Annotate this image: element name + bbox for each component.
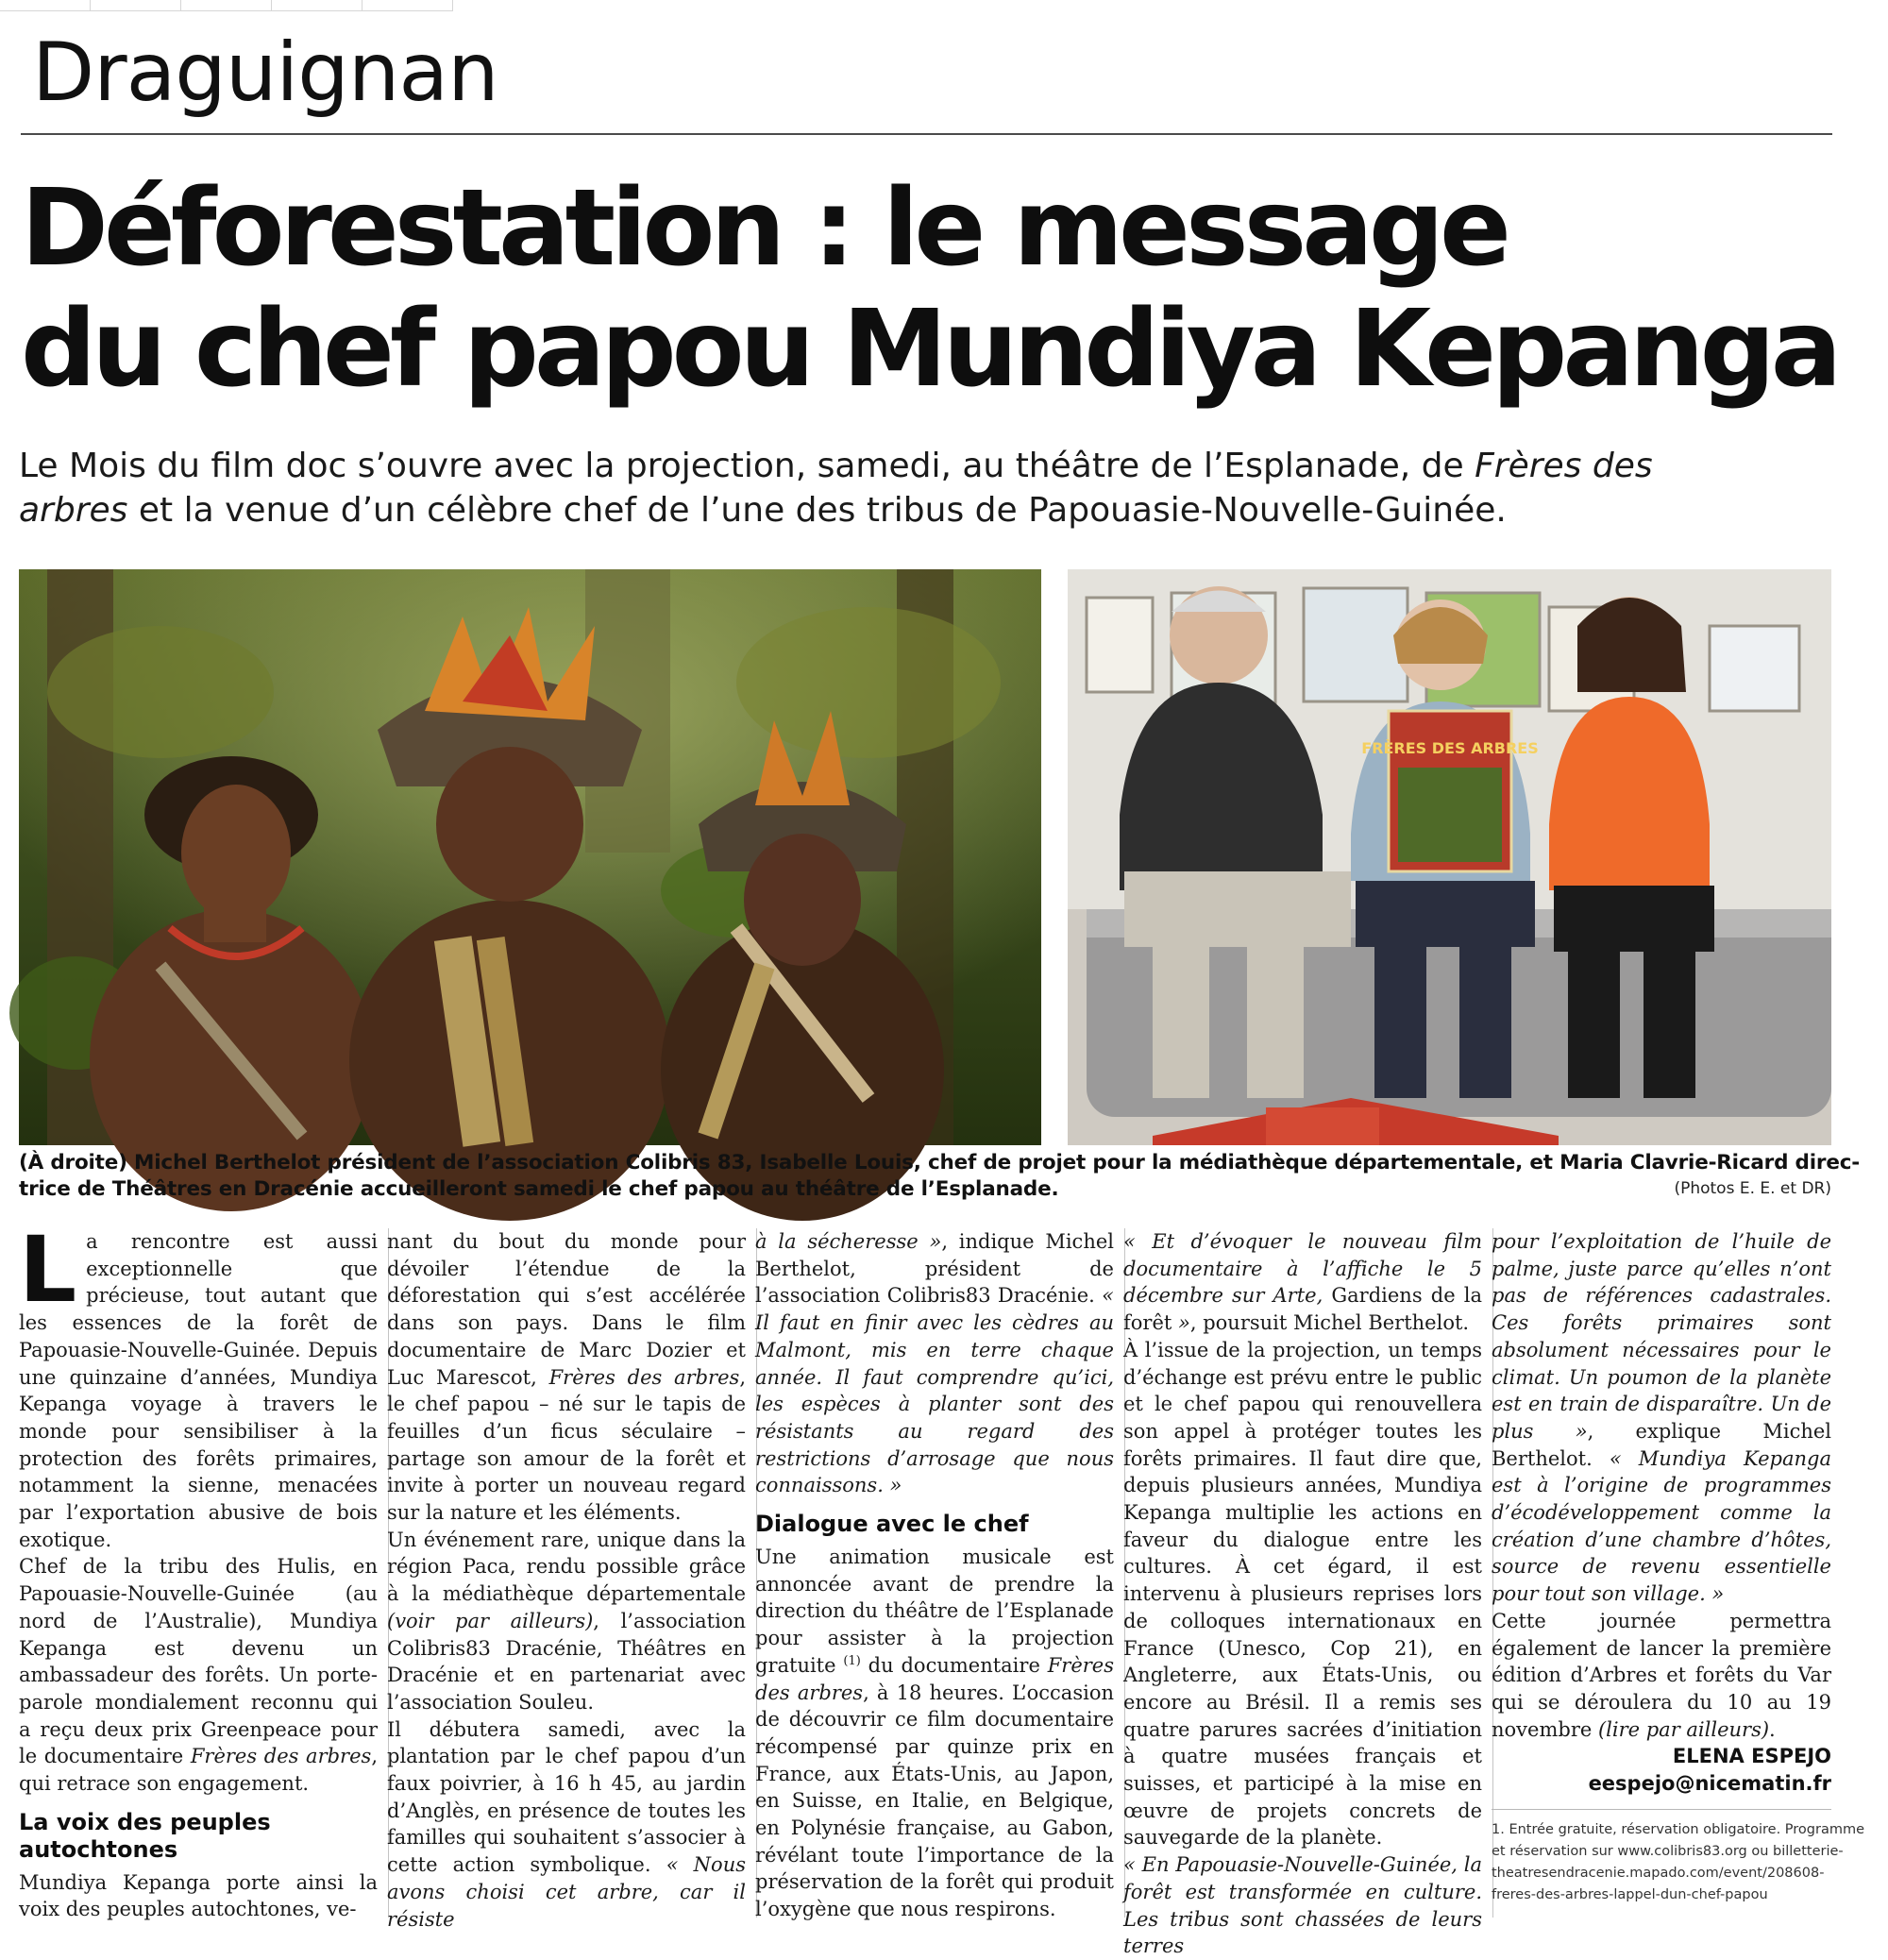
standfirst: [19, 444, 1850, 532]
paragraph: À l’issue de la projection, un temps d’échange est prévu entre le public et le chef papou qui renouvellera son appel à protéger toutes les forêts primaires. Il faut dire que, depuis plusieurs années, Mundiya Kepanga multiplie les actions en faveur du dialogue entre les cultures. À cet égard, il est intervenu à plusieurs reprises lors de colloques internationaux en France (Unesco, Cop 21), en Angleterre, aux États-Unis, ou encore au Brésil. Il a remis ses quatre parures sacrées d’initiation à quatre musées français et suisses, et participé à la mise en œuvre de projets concrets de sauvegarde de la planète.: [1123, 1338, 1482, 1850]
caption-line-1: (À droite) Michel Berthelot président de l’association Colibris 83, Isabelle Louis, chef de projet pour la médiathèque départementale, et Maria Clavrie-Ricard direc-: [19, 1151, 1860, 1174]
subheading: Dialogue avec le chef: [755, 1511, 1029, 1538]
headline: [21, 168, 1862, 410]
section-divider: [21, 133, 1832, 135]
paragraph: « En Papouasie-Nouvelle-Guinée, la forêt est transformée en culture. Les tribus sont chassées de leurs terres: [1123, 1853, 1482, 1958]
photo-caption: [19, 1150, 1860, 1203]
subheading: La voix des peuples autochtones: [19, 1808, 271, 1863]
paragraph: La rencontre est aussi exceptionnelle que précieuse, tout autant que les essences de la forêt de Papouasie-Nouvelle-Guinée. Depuis une quinzaine d’années, Mundiya Kepanga voyage à travers le monde pour sensibiliser à la protection des forêts primaires, notamment la sienne, menacées par l’exportation abusive de bois exotique.: [19, 1217, 378, 1551]
standfirst-line-2: arbres et la venue d’un célèbre chef de l’une des tribus de Papouasie-Nouvelle-Guinée.: [19, 491, 1507, 530]
paragraph: pour l’exploitation de l’huile de palme, juste parce qu’elles n’ont pas de références cadastrales. Ces forêts primaires sont absolument nécessaires pour le climat. Un poumon de la planète est en train de disparaître. Un de plus », explique Michel Berthelot. « Mundiya Kepanga est à l’origine de programmes d’écodéveloppement comme la création d’une chambre d’hôtes, source de revenu essentielle pour tout son village. »: [1492, 1230, 1832, 1606]
headline-line-1: Déforestation : le message: [21, 167, 1508, 290]
article-column-2: [387, 1228, 747, 1931]
headline-line-2: du chef papou Mundiya Kepanga: [21, 288, 1838, 411]
photo-huli-men-forest: [19, 569, 1041, 1145]
poster-title: FRÈRES DES ARBRES: [1361, 739, 1539, 757]
paragraph: Chef de la tribu des Hulis, en Papouasie-Nouvelle-Guinée (au nord de l’Australie), Mundiya Kepanga est devenu un ambassadeur des forêts. Un porte-parole mondialement reconnu qui a reçu deux prix Greenpeace pour le documentaire Frères des arbres, qui retrace son engagement.: [19, 1555, 378, 1796]
caption-line-2: trice de Théâtres en Dracénie accueilleront samedi le chef papou au théâtre de l’Esplanade.: [19, 1177, 1059, 1201]
top-tab-strip: [0, 0, 453, 11]
paragraph: nant du bout du monde pour dévoiler l’étendue de la déforestation qui s’est accélérée dans son pays. Dans le film documentaire de Marc Dozier et Luc Marescot, Frères des arbres, le chef papou – né sur le tapis de feuilles d’un ficus séculaire – partage son amour de la forêt et invite à porter un nouveau regard sur la nature et les éléments.: [387, 1230, 746, 1525]
photo-credit: (Photos E. E. et DR): [1674, 1179, 1831, 1198]
author-email[interactable]: eespejo@nicematin.fr: [1588, 1772, 1831, 1796]
footnote-divider: [1492, 1809, 1831, 1810]
article-column-4: [1123, 1228, 1482, 1958]
paragraph: Il débutera samedi, avec la plantation par le chef papou d’un faux poivrier, à 16 h 45, au jardin d’Anglès, en présence de toutes les familles qui souhaitent s’associer à cette action symbolique. « Nous avons choisi cet arbre, car il résiste: [387, 1717, 746, 1931]
drop-cap: L: [19, 1217, 77, 1323]
article-column-5: [1492, 1228, 1865, 1918]
article-column-3: [755, 1228, 1114, 1921]
paragraph: Mundiya Kepanga porte ainsi la voix des peuples autochtones, ve-: [19, 1870, 378, 1921]
photo-organizers-bench: [1068, 569, 1831, 1145]
section-title: Draguignan: [32, 25, 498, 120]
article-column-1: [19, 1217, 378, 1921]
paragraph: à la sécheresse », indique Michel Berthelot, président de l’association Colibris83 Dracénie. « Il faut en finir avec les cèdres au Malmont, mis en terre chaque année. Il faut comprendre qu’ici, les espèces à planter sont des résistants au regard des restrictions d’arrosage que nous connaissons. »: [755, 1230, 1114, 1497]
author-name: ELENA ESPEJO: [1672, 1745, 1831, 1768]
paragraph: Une animation musicale est annoncée avant de prendre la direction du théâtre de l’Esplanade pour assister à la projection gratuite $^{(1)}$ du documentaire Frères des arbres, à 18 heures. L’occasion de découvrir ce film documentaire récompensé par quinze prix en France, aux États-Unis, au Japon, en Suisse, en Italie, en Belgique, en Polynésie française, au Gabon, révélant toute l’importance de la préservation de la forêt qui produit l’oxygène que nous respirons.: [755, 1546, 1114, 1921]
footnote-ref: (1): [843, 1653, 861, 1668]
standfirst-line-1: Le Mois du film doc s’ouvre avec la projection, samedi, au théâtre de l’Esplanade, de Frères des: [19, 447, 1653, 485]
paragraph: Cette journée permettra également de lancer la première édition d’Arbres et forêts du Var qui se déroulera du 10 au 19 novembre (lire par ailleurs).: [1492, 1609, 1831, 1741]
paragraph: Un événement rare, unique dans la région Paca, rendu possible grâce à la médiathèque départementale (voir par ailleurs), l’association Colibris83 Dracénie, Théâtres en Dracénie et en partenariat avec l’association Souleu.: [387, 1528, 747, 1714]
footnote: 1. Entrée gratuite, réservation obligatoire. Programme et réservation sur www.colibris83.org ou billetterie- theatresendracenie.mapado.com/event/208608- freres-des-arbres-lappel-dun-chef-papou: [1492, 1822, 1865, 1903]
paragraph: « Et d’évoquer le nouveau film documentaire à l’affiche le 5 décembre sur Arte, Gardiens de la forêt », poursuit Michel Berthelot.: [1123, 1230, 1482, 1335]
